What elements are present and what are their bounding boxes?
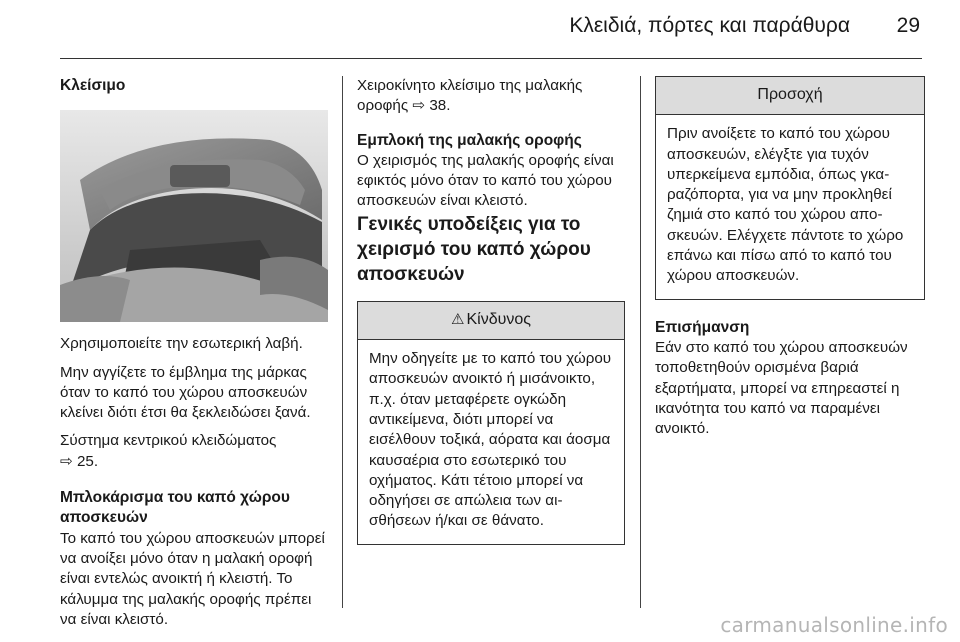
column-divider-1 [342, 76, 343, 608]
column-3 [655, 76, 925, 439]
central-locking-page-ref[interactable]: 25. [76, 452, 99, 470]
note-heading: Επισήμανση [655, 318, 750, 336]
warning-triangle-icon: ⚠ [451, 310, 465, 328]
ref-arrow-icon: ⇨ [60, 452, 73, 470]
paragraph-trunk-lock: Το καπό του χώρου αποσκευών μπορεί να ανοίξει μόνο όταν η μαλακή οροφή είναι εντελώς ανοικτή ή κλειστή. Το κάλυμμα της μαλακής οροφής πρέπει να είναι κλειστό. [60, 529, 325, 628]
caution-title: Προσοχή [656, 77, 924, 115]
trunk-photo-drawing [60, 110, 328, 322]
manual-close-text: Χειροκίνητο κλείσιμο της μαλακής οροφής [357, 77, 583, 115]
danger-title: Κίνδυνος [466, 310, 531, 328]
paragraph-central-locking [60, 431, 328, 472]
heading-general-notes: Γενικές υποδείξεις για το χειρισμό του καπό χώρου αποσκευών [357, 213, 591, 285]
heading-roof-interlock: Εμπλοκή της μαλακής οροφής [357, 131, 582, 149]
paragraph-roof-interlock: Ο χειρισμός της μαλακής οροφής είναι εφικτός μόνο όταν το καπό του χώρου αποσκευών είναι κλειστό. [357, 151, 614, 210]
section-heading-closing: Κλείσιμο [60, 77, 126, 94]
column-2 [357, 76, 625, 545]
central-locking-text: Σύστημα κεντρικού κλειδώματος [60, 432, 277, 450]
trunk-interior-photo [60, 110, 328, 322]
paragraph-handle: Χρησιμοποιείτε την εσωτερική λαβή. [60, 335, 303, 353]
danger-box [357, 301, 625, 545]
manual-close-page-ref[interactable]: 38. [429, 97, 451, 115]
header-divider [60, 58, 922, 59]
watermark: carmanualsonline.info [720, 613, 948, 637]
paragraph-emblem: Μην αγγίζετε το έμβλημα της μάρκας όταν το καπό του χώρου αποσκευών κλείνει διότι έτσι θα ξεκλειδώσει ξανά. [60, 363, 311, 422]
page-number: 29 [896, 14, 920, 37]
caution-text: Πριν ανοίξετε το καπό του χώρου αποσκευών, ελέγξτε για τυχόν υπερκείμενα εμπόδια, όπως γκαραζόπορτα, για να μην προκληθεί ζημιά στο καπό του χώρου αποσκευών. Ελέγχετε πάντοτε το χώρο επάνω και πίσω από το καπό του χώρου αποσκευών. [667, 125, 904, 285]
note-text: Εάν στο καπό του χώρου αποσκευών τοποθετηθούν ορισμένα βαριά εξαρτήματα, μπορεί να επηρεαστεί η ικανότητα του καπό να παραμένει ανοικτό. [655, 338, 908, 438]
column-divider-2 [640, 76, 641, 608]
caution-box [655, 76, 925, 300]
header-title: Κλειδιά, πόρτες και παράθυρα [569, 14, 850, 37]
heading-trunk-lock: Μπλοκάρισμα του καπό χώρου αποσκευών [60, 489, 290, 527]
column-1 [60, 76, 328, 630]
danger-text: Μην οδηγείτε με το καπό του χώρου αποσκευών ανοικτό ή μισάνοικτο, π.χ. όταν μεταφέρετε ογκώδη αντικείμενα, διότι μπορεί να εισέλθουν τοξικά, αόρατα και άοσμα καυσαέρια στο εσωτερικό του οχήματος. Κάτι τέτοιο μπορεί να οδηγήσει σε απώλεια των αισθήσεων ή/και σε θάνατο. [369, 350, 612, 530]
ref-arrow-icon: ⇨ [412, 97, 426, 115]
danger-box-header [358, 302, 624, 340]
paragraph-manual-close [357, 76, 625, 117]
